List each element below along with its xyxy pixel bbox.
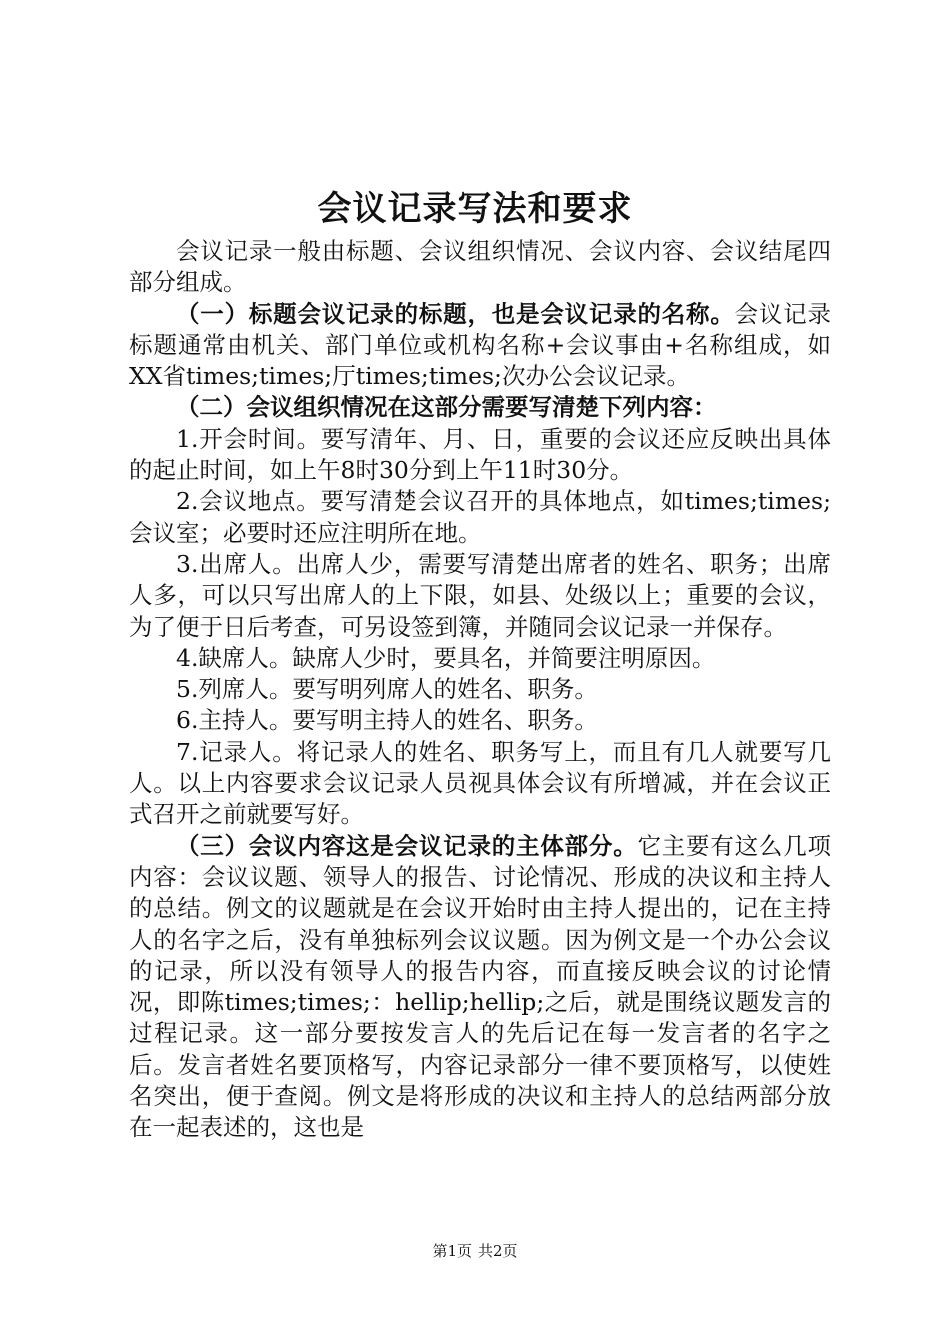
paragraph-text: 6.主持人。要写明主持人的姓名、职务。 — [176, 706, 598, 735]
paragraph-text: 7.记录人。将记录人的姓名、职务写上，而且有几人就要写几人。以上内容要求会议记录人员视具体会议有所增减，并在会议正式召开之前就要写好。 — [129, 737, 831, 829]
paragraph-intro — [129, 236, 831, 299]
paragraph-item-5 — [129, 674, 831, 705]
paragraph-text: 3.出席人。出席人少，需要写清楚出席者的姓名、职务；出席人多，可以只写出席人的上下限，如县、处级以上；重要的会议，为了便于日后考查，可另设签到簿，并随同会议记录一并保存。 — [129, 549, 831, 641]
paragraph-text: 它主要有这么几项内容：会议议题、领导人的报告、讨论情况、形成的决议和主持人的总结。例文的议题就是在会议开始时由主持人提出的，记在主持人的名字之后，没有单独标列会议议题。因为例文是一个办公会议的记录，所以没有领导人的报告内容，而直接反映会议的讨论情况，即陈times;times;：hellip;hellip;之后，就是围绕议题发言的过程记录。这一部分要按发言人的先后记在每一发言者的名字之后。发言者姓名要顶格写，内容记录部分一律不要顶格写，以使姓名突出，便于查阅。例文是将形成的决议和主持人的总结两部分放在一起表述的，这也是 — [129, 831, 832, 1142]
paragraph-item-4 — [129, 643, 831, 674]
page-number: 第1页 — [432, 1242, 472, 1260]
paragraph-item-6 — [129, 705, 831, 736]
page-total: 共2页 — [478, 1242, 518, 1260]
paragraph-item-1 — [129, 424, 831, 487]
document-body — [129, 236, 831, 1144]
paragraph-text: 4.缺席人。缺席人少时，要具名，并简要注明原因。 — [176, 643, 716, 672]
paragraph-text: 会议记录一般由标题、会议组织情况、会议内容、会议结尾四部分组成。 — [129, 237, 831, 297]
paragraph-section-3 — [129, 831, 831, 1144]
paragraph-text: 会议记录标题通常由机关、部门单位或机构名称+会议事由+名称组成，如XX省times;times;厅times;times;次办公会议记录。 — [129, 299, 832, 391]
section-heading: （一）标题会议记录的标题，也是会议记录的名称。 — [176, 299, 735, 328]
paragraph-text: 2.会议地点。要写清楚会议召开的具体地点，如times;times;会议室；必要时还应注明所在地。 — [129, 487, 831, 547]
section-heading: （二）会议组织情况在这部分需要写清楚下列内容： — [176, 393, 717, 422]
paragraph-item-7 — [129, 737, 831, 831]
paragraph-text: 5.列席人。要写明列席人的姓名、职务。 — [176, 675, 598, 704]
section-heading: （三）会议内容这是会议记录的主体部分。 — [176, 831, 638, 860]
document-title: 会议记录写法和要求 — [317, 189, 633, 229]
page-footer — [0, 1240, 950, 1262]
paragraph-text: 1.开会时间。要写清年、月、日，重要的会议还应反映出具体的起止时间，如上午8时30分到上午11时30分。 — [129, 424, 831, 485]
paragraph-section-1 — [129, 299, 831, 393]
paragraph-item-2 — [129, 486, 831, 549]
paragraph-section-2 — [129, 392, 831, 423]
paragraph-item-3 — [129, 549, 831, 643]
